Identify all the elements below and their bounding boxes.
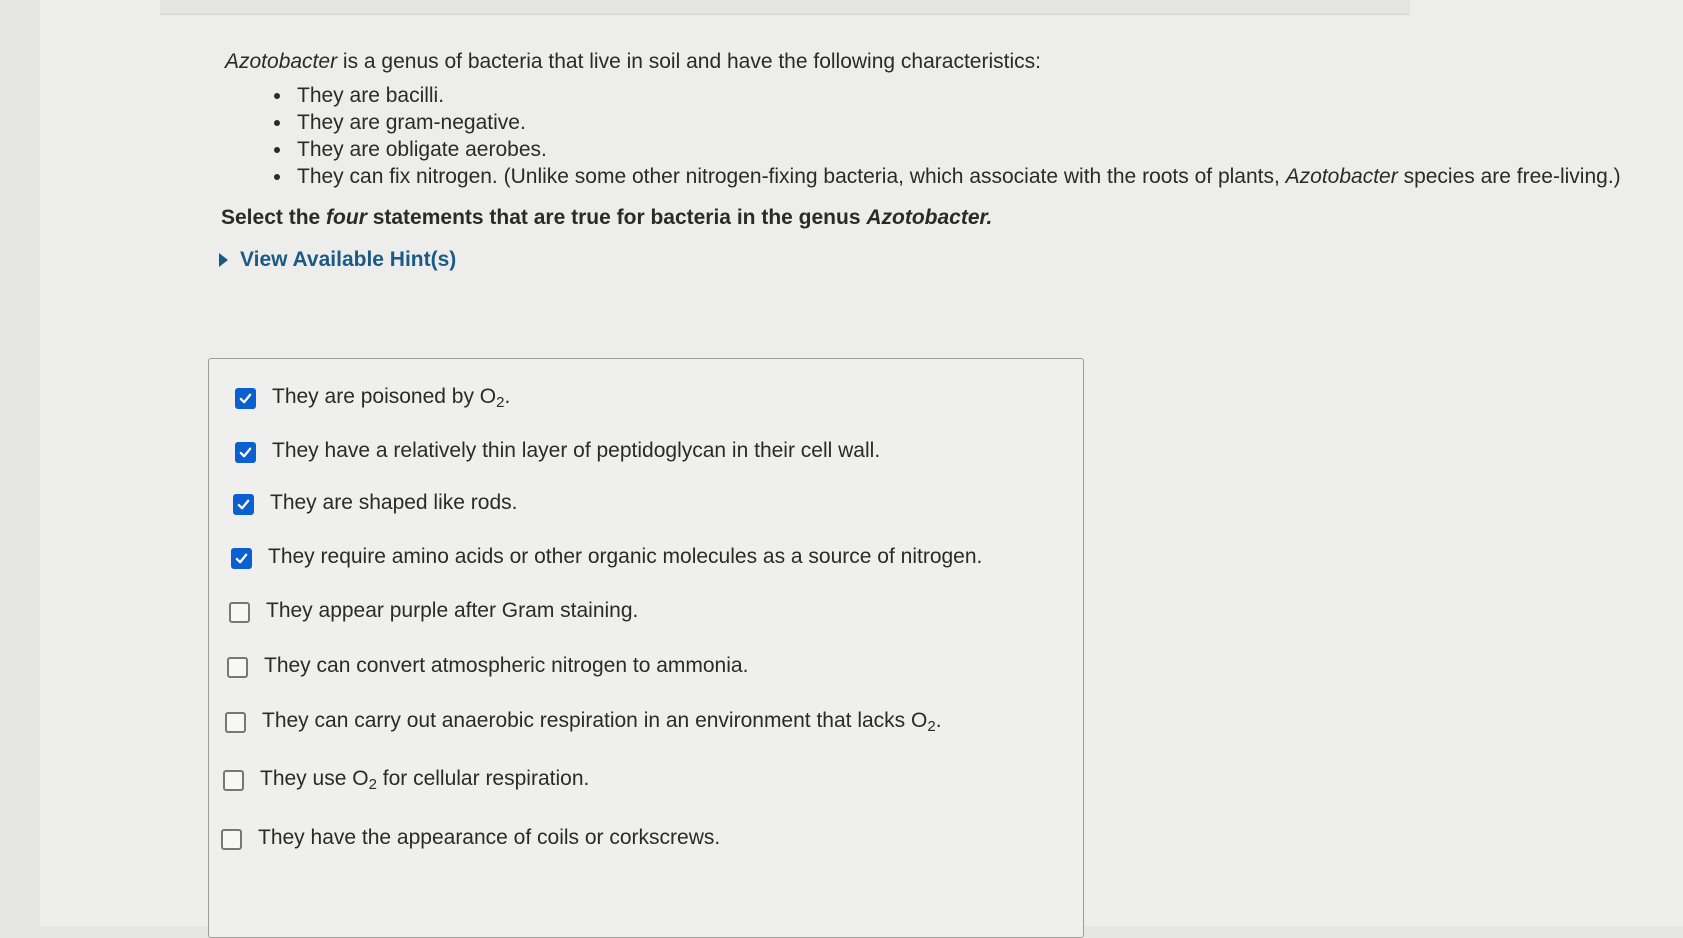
checkbox[interactable] [235,442,256,463]
checkbox[interactable] [231,548,252,569]
option-row[interactable] [235,439,880,465]
answer-options-box [208,358,1084,938]
checkmark-icon [238,445,253,460]
checkbox[interactable] [233,494,254,515]
trait-item: • They are gram-negative. [293,109,1625,136]
view-hints-toggle[interactable] [219,248,1625,272]
intro-text: is a genus of bacteria that live in soil and have the following characteristics: [337,50,1041,73]
trait-genus: Azotobacter [1285,165,1398,188]
option-row[interactable] [231,545,982,571]
question-content [221,48,1625,272]
option-row[interactable] [227,654,748,680]
option-label: They can convert atmospheric nitrogen to ammonia. [264,654,749,677]
checkbox[interactable] [227,657,248,678]
traits-list [225,82,1625,190]
option-label: They use $O_2$ for cellular respiration. [260,767,590,793]
checkbox[interactable] [225,712,246,733]
prompt-emphasis: four [326,206,367,229]
trait-text: species are free-living.) [1397,165,1621,188]
option-label: They are poisoned by $O_2$. [272,385,511,411]
question-prompt [221,206,1625,230]
checkbox[interactable] [235,388,256,409]
trait-item [293,163,1625,190]
checkmark-icon [234,551,249,566]
checkbox[interactable] [223,770,244,791]
top-bar [160,0,1410,15]
option-row[interactable] [225,709,942,735]
intro-paragraph [225,48,1625,76]
option-label: They appear purple after Gram staining. [266,599,639,622]
option-row[interactable] [221,826,720,852]
option-label: They can carry out anaerobic respiration in an environment that lacks $O_2$. [262,709,942,735]
checkbox[interactable] [221,829,242,850]
checkmark-icon [238,391,253,406]
option-label: They have a relatively thin layer of peptidoglycan in their cell wall. [272,439,881,462]
checkbox[interactable] [229,602,250,623]
checkmark-icon [236,497,251,512]
expand-triangle-icon [219,253,228,267]
view-hints-label: View Available Hint(s) [240,248,457,271]
trait-text: They can fix nitrogen. (Unlike some other nitrogen-fixing bacteria, which associate with the roots of plants, [297,165,1286,188]
prompt-text: statements that are true for bacteria in the genus [366,206,867,229]
trait-item: • They are obligate aerobes. [293,136,1625,163]
option-row[interactable] [229,599,638,625]
option-row[interactable] [223,767,589,793]
intro-genus: Azotobacter [225,50,338,73]
option-row[interactable] [233,491,517,517]
option-row[interactable] [235,385,510,411]
trait-item: • They are bacilli. [293,82,1625,109]
prompt-text: Select the [221,206,327,229]
option-label: They require amino acids or other organic molecules as a source of nitrogen. [268,545,983,568]
option-label: They are shaped like rods. [270,491,518,514]
option-label: They have the appearance of coils or corkscrews. [258,826,721,849]
prompt-genus: Azotobacter. [866,206,993,229]
